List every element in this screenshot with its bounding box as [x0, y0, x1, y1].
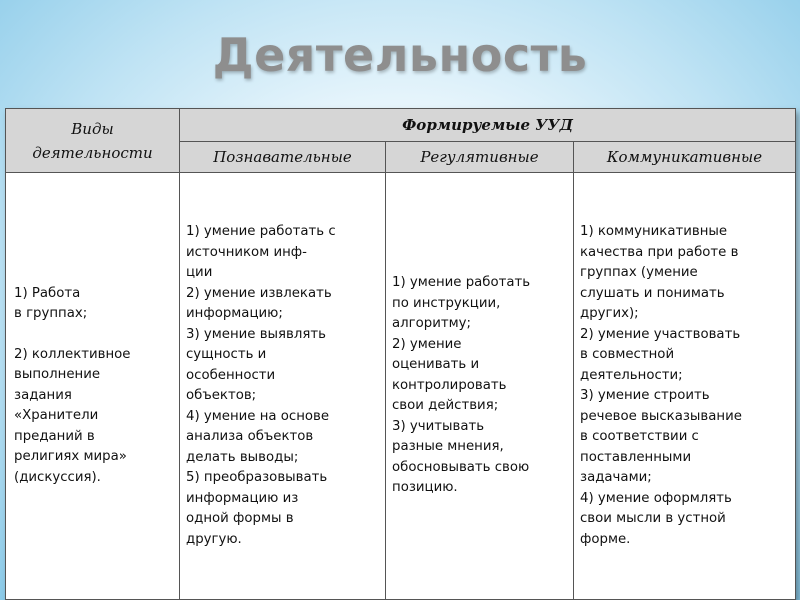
cognitive-item-line: 3) умение выявлять — [186, 326, 326, 342]
cognitive-cell — [180, 173, 386, 600]
regulatory-item-line: 1) умение работать — [392, 275, 531, 291]
cognitive-item-line: другую. — [186, 531, 242, 547]
regulatory-item-line: 2) умение — [392, 336, 462, 352]
regulatory-item-line: позицию. — [392, 480, 458, 496]
cognitive-item-line: объектов; — [186, 388, 257, 403]
communicative-header: Коммуникативные — [574, 142, 796, 173]
slide-title: Деятельность — [212, 28, 588, 82]
cognitive-item-line: 5) преобразовывать — [186, 470, 328, 485]
communicative-item-line: форме. — [580, 531, 631, 547]
cognitive-item-line: источником инф- — [186, 244, 307, 260]
formed-uud-header: Формируемые УУД — [180, 109, 796, 142]
communicative-item-line: деятельности; — [580, 367, 683, 383]
activity-item-2-line: выполнение — [14, 367, 101, 383]
activity-item-2-line: религиях мира» — [14, 449, 127, 465]
communicative-item-line: группах (умение — [580, 265, 698, 280]
activity-types-header-line-1: Виды — [71, 119, 114, 138]
communicative-item-line: речевое высказывание — [580, 408, 742, 424]
cognitive-item-line: 1) умение работать с — [186, 224, 336, 239]
activity-item-2-line: (дискуссия). — [14, 469, 101, 485]
regulatory-item-line: разные мнения, — [392, 439, 504, 455]
activity-item-1-line-1: 1) Работа — [14, 285, 81, 301]
communicative-item-line: 1) коммуникативные — [580, 224, 728, 239]
cognitive-item-line: ции — [186, 265, 213, 280]
regulatory-item-line: обосновывать свою — [392, 459, 530, 475]
regulatory-item-line: оценивать и — [392, 357, 480, 373]
communicative-item-line: 4) умение оформлять — [580, 490, 732, 506]
cognitive-item-line: информацию из — [186, 490, 299, 506]
communicative-item-line: других); — [580, 306, 639, 321]
regulatory-item-line: контролировать — [392, 377, 507, 393]
cognitive-header: Познавательные — [180, 142, 386, 173]
cognitive-item-line: сущность и — [186, 347, 267, 362]
activity-item-2-line: преданий в — [14, 428, 95, 444]
communicative-item-line: слушать и понимать — [580, 285, 725, 301]
activity-types-header — [6, 109, 180, 173]
regulatory-item-line: алгоритму; — [392, 316, 471, 332]
communicative-cell — [574, 173, 796, 600]
activity-item-2-line: задания — [14, 387, 72, 403]
cognitive-item-line: одной формы в — [186, 511, 294, 526]
cognitive-item-line: особенности — [186, 367, 276, 383]
cognitive-item-line: 2) умение извлекать — [186, 285, 332, 301]
activities-cell — [6, 173, 180, 600]
activity-item-2-line: 2) коллективное — [14, 346, 131, 362]
cognitive-item-line: делать выводы; — [186, 449, 299, 465]
communicative-item-line: качества при работе в — [580, 244, 739, 260]
communicative-item-line: поставленными — [580, 449, 692, 465]
communicative-item-line: свои мысли в устной — [580, 511, 726, 526]
regulatory-item-line: свои действия; — [392, 398, 499, 414]
activity-item-1-line-2: в группах; — [14, 306, 88, 322]
cognitive-item-line: анализа объектов — [186, 429, 314, 444]
uud-table — [5, 108, 796, 600]
communicative-item-line: 3) умение строить — [580, 388, 710, 403]
communicative-item-line: в совместной — [580, 347, 675, 362]
regulatory-header: Регулятивные — [386, 142, 574, 173]
regulatory-item-line: 3) учитывать — [392, 418, 485, 434]
communicative-item-line: 2) умение участвовать — [580, 326, 741, 342]
regulatory-cell — [386, 173, 574, 600]
communicative-item-line: в соответствии с — [580, 429, 699, 444]
communicative-item-line: задачами; — [580, 470, 652, 485]
activity-item-2-line: «Хранители — [14, 408, 99, 424]
activity-types-header-line-2: деятельности — [32, 143, 153, 162]
cognitive-item-line: информацию; — [186, 306, 283, 321]
regulatory-item-line: по инструкции, — [392, 295, 501, 311]
cognitive-item-line: 4) умение на основе — [186, 408, 330, 424]
